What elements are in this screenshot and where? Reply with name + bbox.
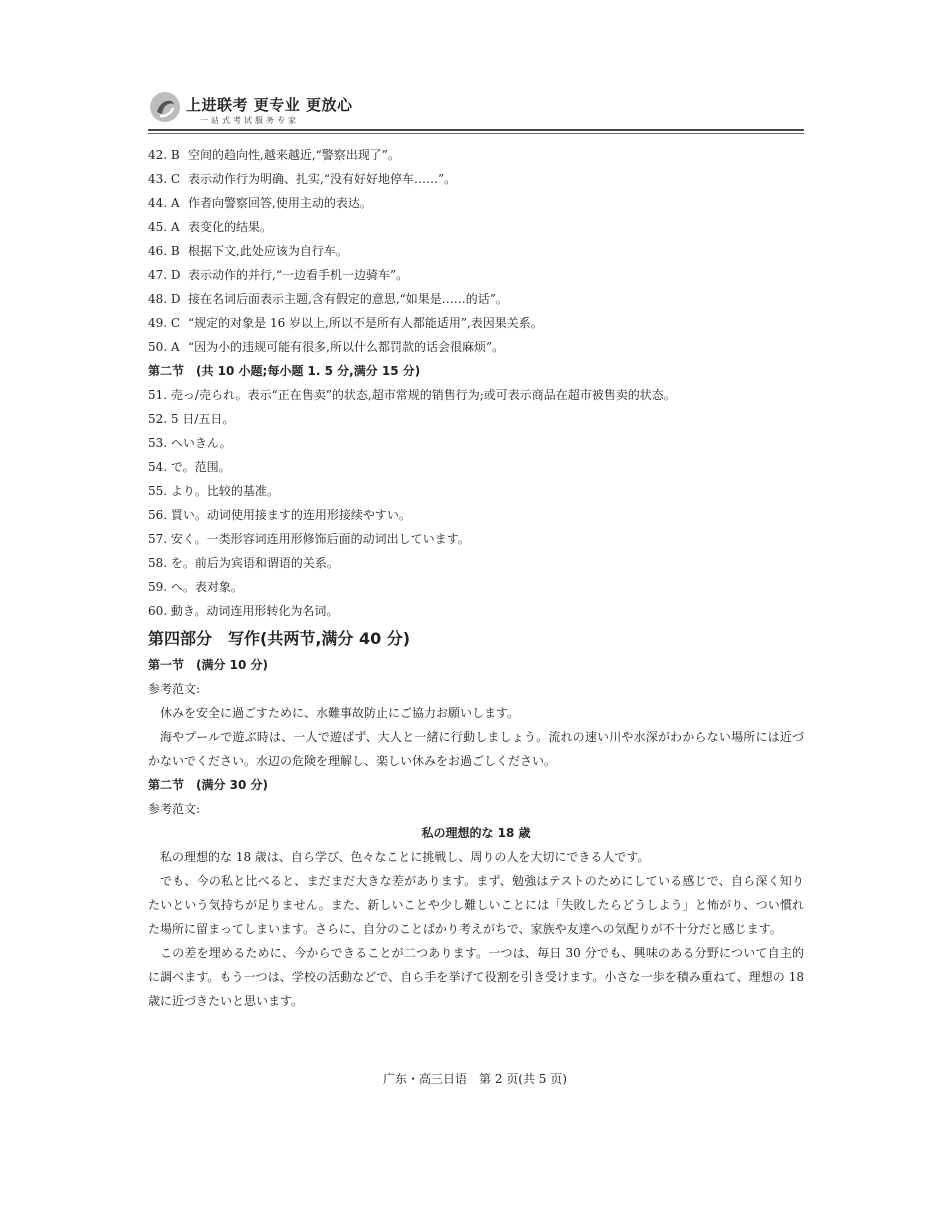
answer-line: 48. D 接在名词后面表示主题,含有假定的意思,“如果是……的话”。 xyxy=(148,292,508,306)
answer-line: 53. へいきん。 xyxy=(148,436,232,450)
essay-paragraph: この差を埋めるために、今からできることが二つあります。一つは、毎日 30 分でも、興味のある分野について自主的に調べます。もう一つは、学校の活動などで、自ら手を挙げて役割を引き受けます。小さな一歩を積み重ねて、理想の 18 歳に近づきたいと思います。 xyxy=(148,946,804,1008)
reference-label: 参考范文: xyxy=(148,682,201,696)
essay-paragraph: 海やプールで遊ぶ時は、一人で遊ばず、大人と一緒に行動しましょう。流れの速い川や水深がわからない場所には近づかないでください。水辺の危険を理解し、楽しい休みをお過ごしください。 xyxy=(148,730,804,768)
essay-paragraph: でも、今の私と比べると、まだまだ大きな差があります。まず、勉強はテストのためにしている感じで、自ら深く知りたいという気持ちが足りません。また、新しいことや少し難しいことには「失敗したらどうしよう」と怖がり、つい慣れた場所に留まってしまいます。さらに、自分のことばかり考えがちで、家族や友達への気配りが不十分だと感じます。 xyxy=(148,874,804,936)
header-slogan: 上进联考 更专业 更放心 xyxy=(186,96,353,114)
answer-line: 59. へ。表对象。 xyxy=(148,580,243,594)
reference-label: 参考范文: xyxy=(148,802,201,816)
answer-line: 44. A 作者向警察回答,使用主动的表达。 xyxy=(148,196,372,210)
answer-line: 51. 売っ/売られ。表示“正在售卖”的状态,超市常规的销售行为;或可表示商品在超市被售卖的状态。 xyxy=(148,388,676,402)
answer-line: 45. A 表变化的结果。 xyxy=(148,220,273,234)
section-heading: 第二节 (共 10 小题;每小题 1. 5 分,满分 15 分) xyxy=(148,364,421,378)
answer-line: 49. C “规定的对象是 16 岁以上,所以不是所有人都能适用”,表因果关系。 xyxy=(148,316,543,330)
answer-content xyxy=(148,143,804,1013)
answer-line: 43. C 表示动作行为明确、扎实,“没有好好地停车……”。 xyxy=(148,172,457,186)
answer-line: 56. 買い。动词使用接ます的连用形接续やすい。 xyxy=(148,508,411,522)
section-heading: 第一节 (满分 10 分) xyxy=(148,658,269,672)
essay-title: 私の理想的な 18 歳 xyxy=(421,826,531,840)
answer-line: 58. を。前后为宾语和谓语的关系。 xyxy=(148,556,339,570)
answer-line: 57. 安く。一类形容词连用形修饰后面的动词出しています。 xyxy=(148,532,470,546)
answer-line: 50. A “因为小的违规可能有很多,所以什么都罚款的话会很麻烦”。 xyxy=(148,340,505,354)
answer-line: 54. で。范围。 xyxy=(148,460,231,474)
page-footer: 广东・高三日语 第 2 页(共 5 页) xyxy=(383,1072,567,1086)
answer-line: 55. より。比较的基准。 xyxy=(148,484,279,498)
part-title: 第四部分 写作(共两节,满分 40 分) xyxy=(148,629,411,648)
header-rule xyxy=(148,129,804,131)
section-heading: 第二节 (满分 30 分) xyxy=(148,778,269,792)
answer-line: 42. B 空间的趋向性,越来越近,“警察出现了”。 xyxy=(148,148,400,162)
essay-paragraph: 私の理想的な 18 歳は、自ら学び、色々なことに挑戦し、周りの人を大切にできる人です。 xyxy=(160,850,650,864)
answer-line: 52. 5 日/五日。 xyxy=(148,412,235,426)
answer-line: 47. D 表示动作的并行,“一边看手机一边骑车”。 xyxy=(148,268,409,282)
essay-paragraph: 休みを安全に過ごすために、水難事故防止にご協力お願いします。 xyxy=(160,706,520,720)
answer-line: 60. 動き。动词连用形转化为名词。 xyxy=(148,604,339,618)
answer-line: 46. B 根据下文,此处应该为自行车。 xyxy=(148,244,348,258)
header-rule-thin xyxy=(148,133,804,134)
header-subtitle: 一站式考试服务专家 xyxy=(200,116,299,125)
logo-icon xyxy=(148,90,182,124)
